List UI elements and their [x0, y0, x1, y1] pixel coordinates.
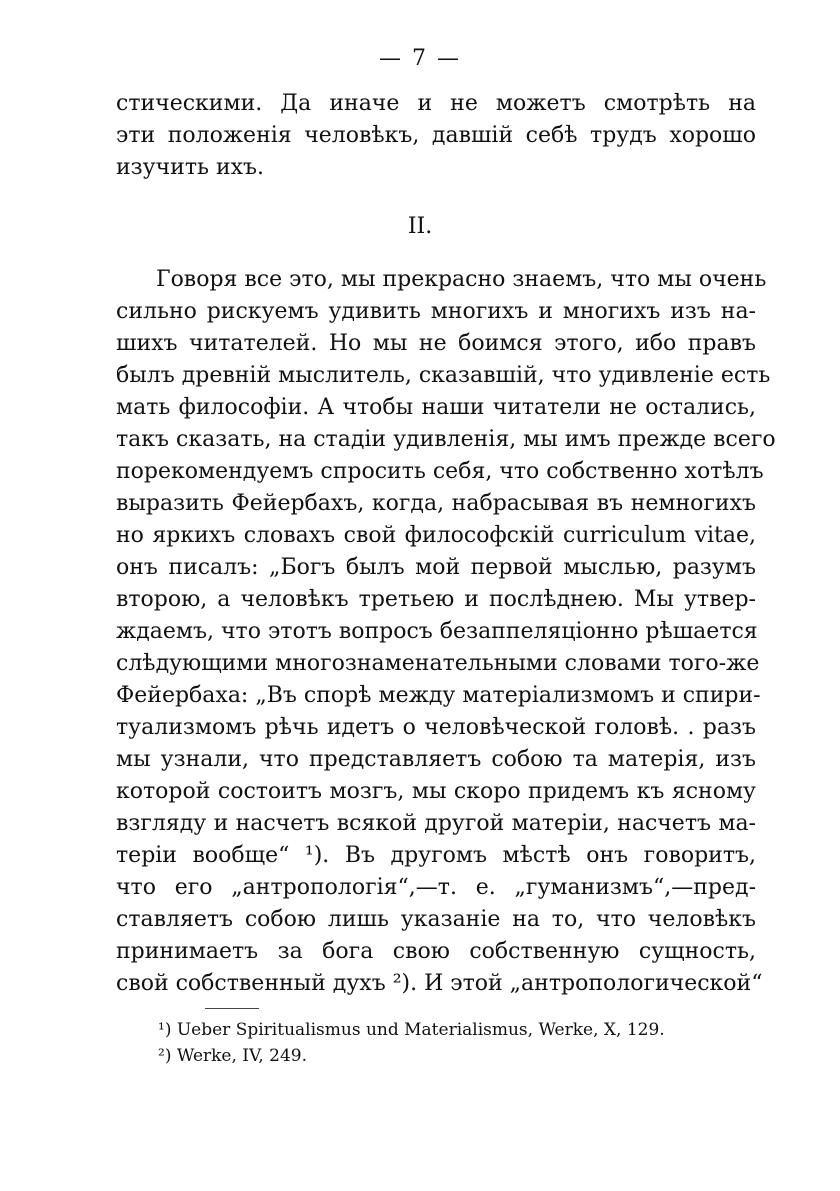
text-line: мать философіи. А чтобы наши читатели не остались, [116, 395, 756, 420]
text-line: которой состоитъ мозгъ, мы скоро придемъ къ ясному [116, 779, 756, 804]
text-line: эти положенія человѣкъ, давшій себѣ трудъ хорошо [116, 123, 756, 148]
text-line: второю, а человѣкъ третьею и послѣднею. Мы утвер- [116, 587, 756, 612]
text-line: Говоря все это, мы прекрасно знаемъ, что мы очень [156, 267, 767, 292]
text-line: былъ древній мыслитель, сказавшій, что удивленіе есть [116, 363, 771, 388]
text-line: мы узнали, что представляетъ собою та матерія, изъ [116, 747, 756, 772]
text-line: такъ сказать, на стадіи удивленія, мы имъ прежде всего [116, 427, 776, 452]
text-line: стическими. Да иначе и не можетъ смотрѣть на [116, 91, 756, 116]
section-heading: II. [407, 214, 433, 239]
text-line: что его „антропологія“,—т. е. „гуманизмъ“,—пред- [116, 875, 756, 900]
text-line: теріи вообще“ ¹). Въ другомъ мѣстѣ онъ говоритъ, [116, 843, 756, 868]
text-line: выразить Фейербахъ, когда, набрасывая въ немногихъ [116, 491, 756, 516]
text-line: шихъ читателей. Но мы не боимся этого, ибо правъ [116, 331, 756, 356]
text-line: принимаетъ за бога свою собственную сущность, [116, 939, 756, 964]
text-line: порекомендуемъ спросить себя, что собственно хотѣлъ [116, 459, 764, 484]
footnote-2: ²) Werke, IV, 249. [158, 1046, 307, 1066]
footnote-1: ¹) Ueber Spiritualismus und Materialismus, Werke, X, 129. [158, 1020, 665, 1040]
text-line: слѣдующими многознаменательными словами того-же [116, 651, 760, 676]
text-line: сильно рискуемъ удивить многихъ и многихъ изъ на- [116, 299, 756, 324]
text-line: изучить ихъ. [116, 155, 265, 180]
text-line: Фейербаха: „Въ спорѣ между матеріализмомъ и спири- [116, 683, 761, 708]
text-line: ставляетъ собою лишь указаніе на то, что человѣкъ [116, 907, 756, 932]
text-line: онъ писалъ: „Богъ былъ мой первой мыслью, разумъ [116, 555, 756, 580]
page-number: — 7 — [379, 46, 461, 71]
text-line: свой собственный духъ ²). И этой „антропологической“ [116, 971, 763, 996]
text-line: туализмомъ рѣчь идетъ о человѣческой головѣ. . разъ [116, 715, 756, 740]
text-line: взгляду и насчетъ всякой другой матеріи, насчетъ ма- [116, 811, 756, 836]
text-line: но яркихъ словахъ свой философскій curriculum vitae, [116, 523, 756, 548]
text-line: ждаемъ, что этотъ вопросъ безаппеляціонно рѣшается [116, 619, 758, 644]
footnote-divider [205, 1008, 259, 1009]
